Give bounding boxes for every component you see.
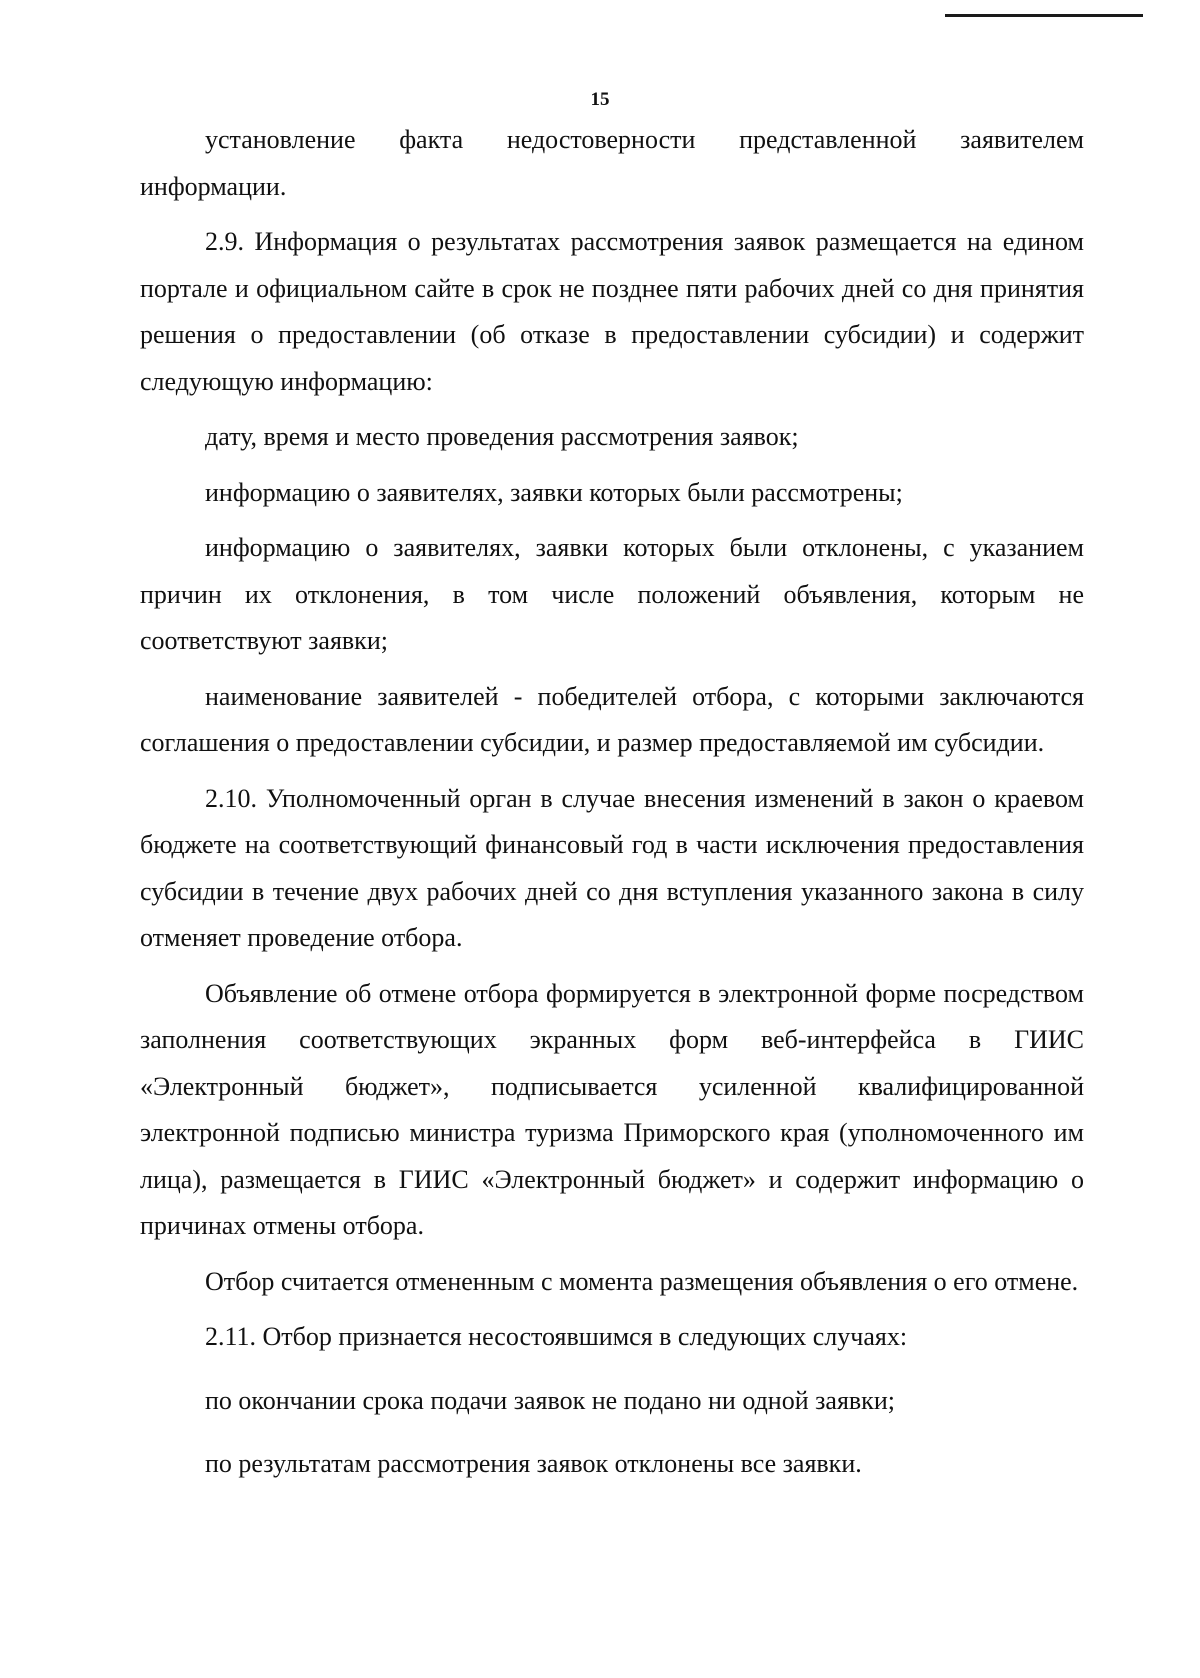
paragraph-cancel-effective: Отбор считается отмененным с момента размещения объявления о его отмене. [205,1266,1079,1296]
list-item-rejected: информацию о заявителях, заявки которых были отклонены, с указанием причин их отклонения, в том числе положений объявления, которым не соответствуют заявки; [140,533,1084,655]
paragraph-1: установление факта недостоверности представленной заявителем информации. [140,125,1084,201]
document-body [140,117,1084,1488]
list-item-all-rejected: по результатам рассмотрения заявок отклонены все заявки. [205,1449,862,1478]
paragraph-cancel-announcement: Объявление об отмене отбора формируется в электронной форме посредством заполнения соответствующих экранных форм веб-интерфейса в ГИИС «Электронный бюджет», подписывается усиленной квалифицированной электронной подписью министра туризма Приморского края (уполномоченного им лица), размещается в ГИИС «Электронный бюджет» и содержит информацию о причинах отмены отбора. [140,978,1084,1240]
list-item-date: дату, время и место проведения рассмотрения заявок; [205,422,799,451]
list-item-reviewed: информацию о заявителях, заявки которых были рассмотрены; [205,477,903,507]
list-item-winners: наименование заявителей - победителей отбора, с которыми заключаются соглашения о предоставлении субсидии, и размер предоставляемой им субсидии. [140,681,1084,757]
paragraph-2-10: 2.10. Уполномоченный орган в случае внесения изменений в закон о краевом бюджете на соответствующий финансовый год в части исключения предоставления субсидии в течение двух рабочих дней со дня вступления указанного закона в силу отменяет проведение отбора. [140,783,1084,952]
list-item-no-applications: по окончании срока подачи заявок не подано ни одной заявки; [205,1385,895,1415]
page-number: 15 [590,89,610,110]
paragraph-2-9: 2.9. Информация о результатах рассмотрения заявок размещается на едином портале и официальном сайте в срок не позднее пяти рабочих дней со дня принятия решения о предоставлении (об отказе в предоставлении субсидии) и содержит следующую информацию: [140,227,1084,396]
header-rule [945,14,1143,17]
paragraph-2-11: 2.11. Отбор признается несостоявшимся в следующих случаях: [205,1322,908,1351]
